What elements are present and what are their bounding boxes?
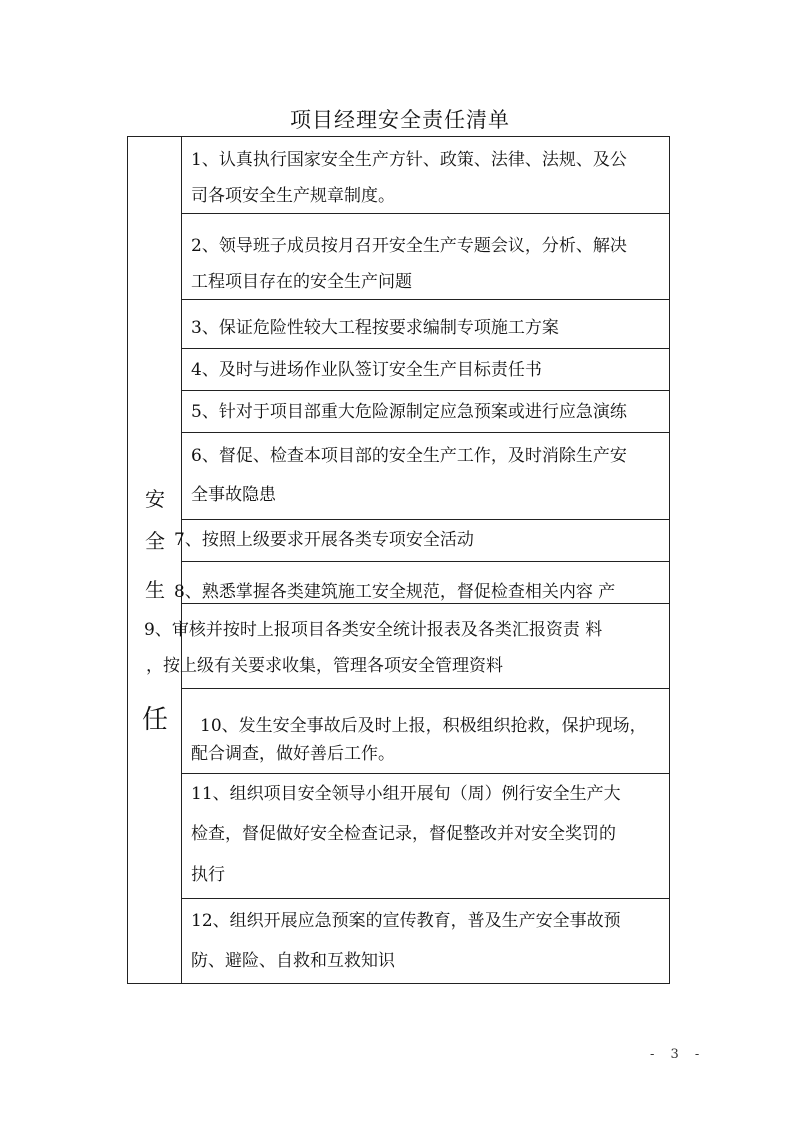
side-label-char: 全 — [145, 529, 165, 553]
item-11-line-3: 执行 — [191, 865, 225, 885]
item-2-line-1: 2、领导班子成员按月召开安全生产专题会议，分析、解决 — [191, 236, 627, 256]
item-9-line-2: ，按上级有关要求收集，管理各项安全管理资料 — [146, 656, 503, 676]
item-7-line-1: 7、按照上级要求开展各类专项安全活动 — [174, 530, 474, 550]
item-6-line-2: 全事故隐患 — [191, 485, 276, 505]
row-divider — [182, 213, 669, 214]
row-divider — [182, 898, 669, 899]
item-6-line-1: 6、督促、检查本项目部的安全生产工作，及时消除生产安 — [191, 446, 627, 466]
row-divider — [182, 519, 669, 520]
responsibility-table — [127, 136, 670, 984]
page-number: - 3 - — [650, 1047, 706, 1062]
row-divider — [182, 299, 669, 300]
item-1-line-1: 1、认真执行国家安全生产方针、政策、法律、法规、及公 — [191, 150, 627, 170]
item-10-line-2: 配合调查，做好善后工作。 — [191, 744, 395, 764]
item-12-line-2: 防、避险、自救和互救知识 — [191, 951, 395, 971]
document-title: 项目经理安全责任清单 — [290, 108, 510, 132]
row-divider — [182, 348, 669, 349]
side-label-char: 任 — [142, 705, 169, 735]
item-12-line-1: 12、组织开展应急预案的宣传教育，普及生产安全事故预 — [191, 911, 621, 931]
item-1-line-2: 司各项安全生产规章制度。 — [191, 186, 395, 206]
item-4-line-1: 4、及时与进场作业队签订安全生产目标责任书 — [191, 360, 542, 380]
side-label-char: 生 — [145, 578, 165, 602]
item-10-line-1: 10、发生安全事故后及时上报，积极组织抢救，保护现场， — [200, 716, 647, 736]
row-divider — [182, 432, 669, 433]
item-11-line-1: 11、组织项目安全领导小组开展旬（周）例行安全生产大 — [191, 784, 621, 804]
row-divider — [182, 390, 669, 391]
item-2-line-2: 工程项目存在的安全生产问题 — [191, 272, 412, 292]
item-11-line-2: 检查，督促做好安全检查记录，督促整改并对安全奖罚的 — [191, 824, 616, 844]
item-3-line-1: 3、保证危险性较大工程按要求编制专项施工方案 — [191, 318, 559, 338]
item-9-line-1: 9、审核并按时上报项目各类安全统计报表及各类汇报资责 料 — [144, 620, 603, 640]
row-divider — [182, 688, 669, 689]
row-divider — [182, 561, 669, 562]
column-divider — [181, 137, 182, 983]
row-divider — [182, 773, 669, 774]
item-5-line-1: 5、针对于项目部重大危险源制定应急预案或进行应急演练 — [191, 402, 627, 422]
item-8-line-1: 8、熟悉掌握各类建筑施工安全规范，督促检查相关内容 产 — [174, 582, 616, 602]
side-label-char: 安 — [145, 487, 165, 511]
